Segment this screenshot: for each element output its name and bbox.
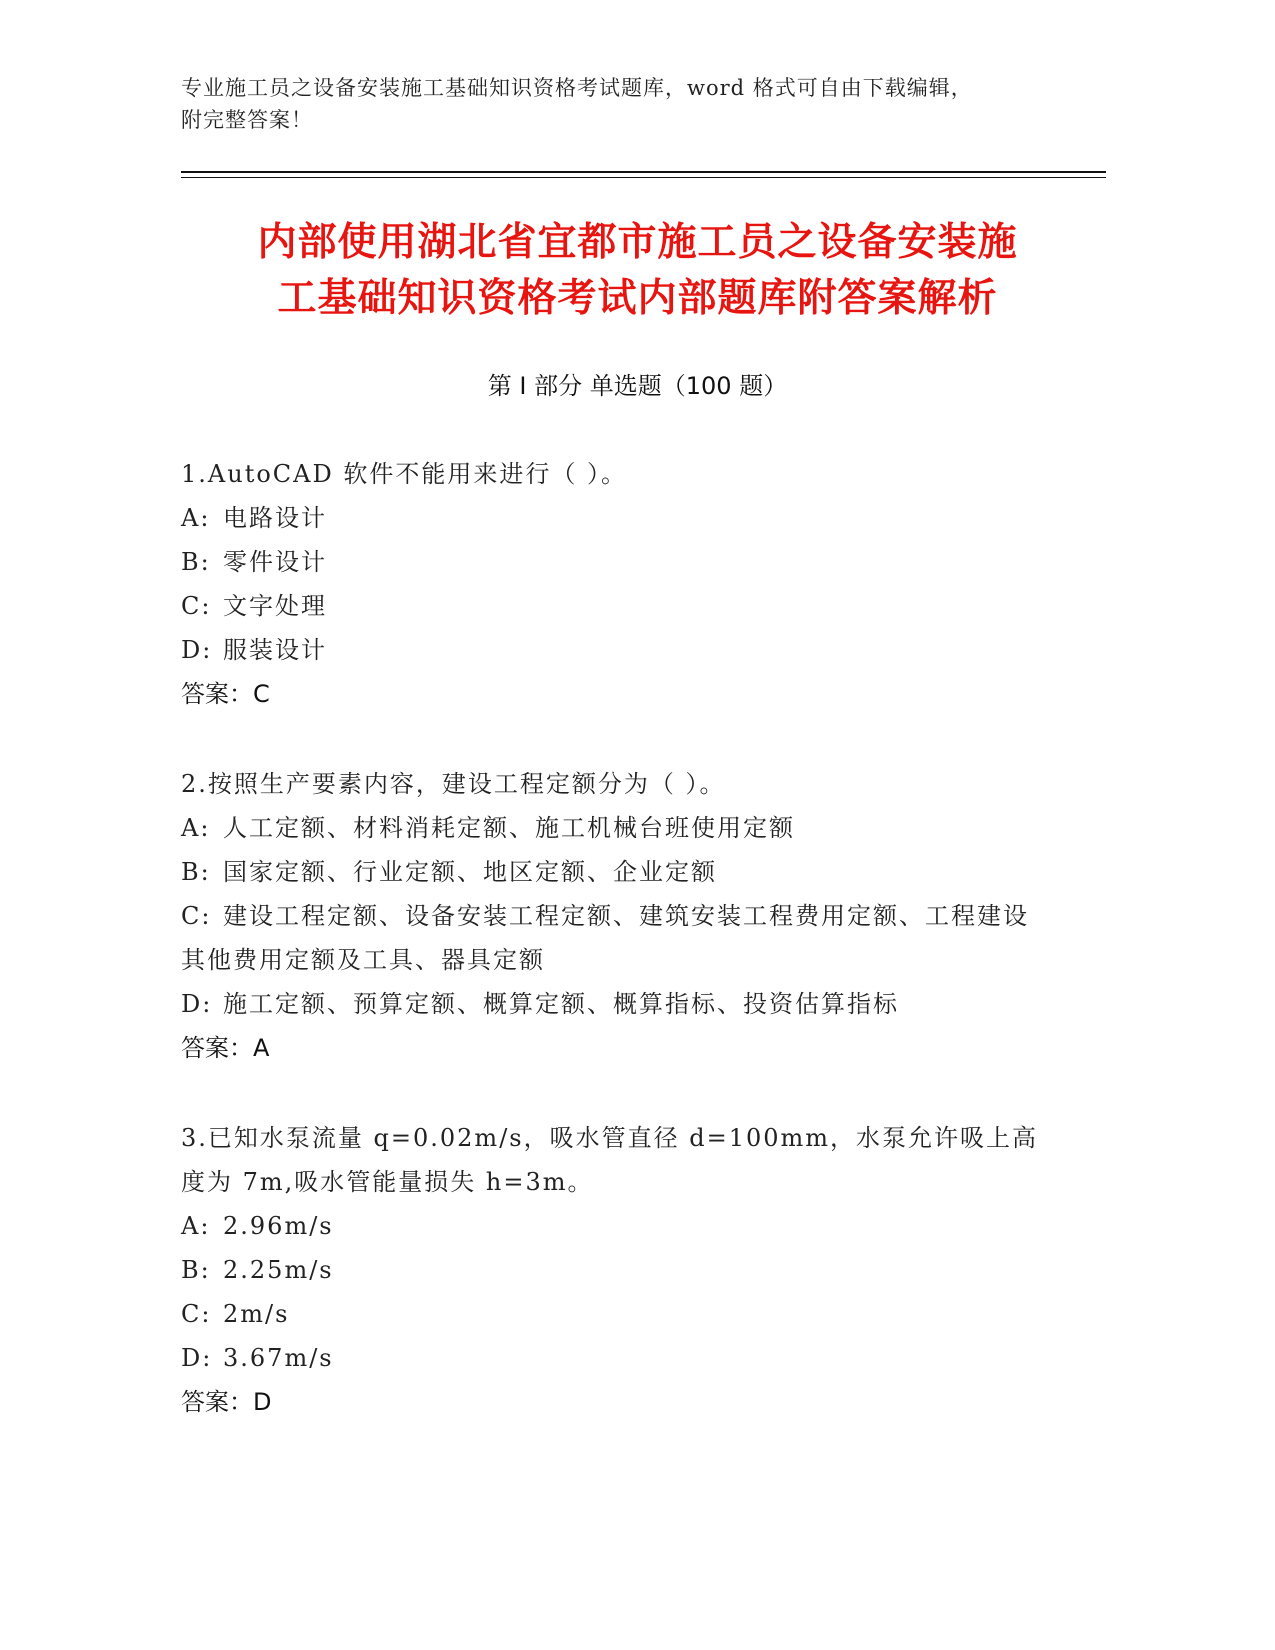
- document-title-line-1: 内部使用湖北省宜都市施工员之设备安装施: [257, 220, 1018, 265]
- option-c: [181, 894, 1041, 982]
- option-text: 零件设计: [223, 548, 327, 576]
- section-title: 第 I 部分 单选题（100 题）: [487, 372, 788, 400]
- question-stem: 3.已知水泵流量 q=0.02m/s，吸水管直径 d=100mm，水泵允许吸上高度为 7m,吸水管能量损失 h=3m。: [181, 1124, 1039, 1196]
- option-key: B:: [181, 1256, 211, 1284]
- option-c: [181, 584, 1041, 628]
- question-3: [181, 1116, 1041, 1424]
- option-text: 服装设计: [223, 636, 327, 664]
- option-text: 施工定额、预算定额、概算定额、概算指标、投资估算指标: [223, 990, 899, 1018]
- option-key: D:: [181, 1344, 213, 1372]
- answer: 答案：A: [181, 1034, 270, 1062]
- question-list: [181, 452, 1041, 1470]
- option-key: D:: [181, 990, 213, 1018]
- option-key: B:: [181, 548, 211, 576]
- option-text: 3.67m/s: [223, 1344, 334, 1372]
- option-text: 电路设计: [223, 504, 327, 532]
- option-a: [181, 1204, 1041, 1248]
- header-note-line-2: 附完整答案！: [181, 108, 313, 132]
- header-divider-thin: [181, 177, 1106, 178]
- option-text: 国家定额、行业定额、地区定额、企业定额: [223, 858, 717, 886]
- option-key: B:: [181, 858, 211, 886]
- option-d: [181, 982, 1041, 1026]
- option-text: 2.25m/s: [223, 1256, 334, 1284]
- option-b: [181, 1248, 1041, 1292]
- question-2: [181, 762, 1041, 1070]
- option-a: [181, 806, 1041, 850]
- option-text: 人工定额、材料消耗定额、施工机械台班使用定额: [223, 814, 795, 842]
- question-stem: 2.按照生产要素内容，建设工程定额分为（ ）。: [181, 770, 726, 798]
- option-text: 文字处理: [223, 592, 327, 620]
- option-b: [181, 540, 1041, 584]
- option-key: C:: [181, 592, 212, 620]
- question-stem: 1.AutoCAD 软件不能用来进行（ ）。: [181, 460, 627, 488]
- option-a: [181, 496, 1041, 540]
- option-key: A:: [181, 1212, 211, 1240]
- option-b: [181, 850, 1041, 894]
- question-1: [181, 452, 1041, 716]
- option-c: [181, 1292, 1041, 1336]
- option-d: [181, 1336, 1041, 1380]
- document-title-line-2: 工基础知识资格考试内部题库附答案解析: [277, 276, 998, 321]
- document-title: [181, 215, 1094, 327]
- option-text: 2m/s: [223, 1300, 290, 1328]
- option-key: A:: [181, 504, 211, 532]
- option-text: 建设工程定额、设备安装工程定额、建筑安装工程费用定额、工程建设其他费用定额及工具、器具定额: [181, 902, 1029, 974]
- header-note-line-1: 专业施工员之设备安装施工基础知识资格考试题库，word 格式可自由下载编辑，: [181, 76, 973, 100]
- header-divider-thick: [181, 171, 1106, 173]
- header-note: [181, 72, 1081, 136]
- option-key: C:: [181, 902, 212, 930]
- option-text: 2.96m/s: [223, 1212, 334, 1240]
- option-key: D:: [181, 636, 213, 664]
- option-d: [181, 628, 1041, 672]
- option-key: A:: [181, 814, 211, 842]
- answer: 答案：C: [181, 680, 270, 708]
- option-key: C:: [181, 1300, 212, 1328]
- answer: 答案：D: [181, 1388, 272, 1416]
